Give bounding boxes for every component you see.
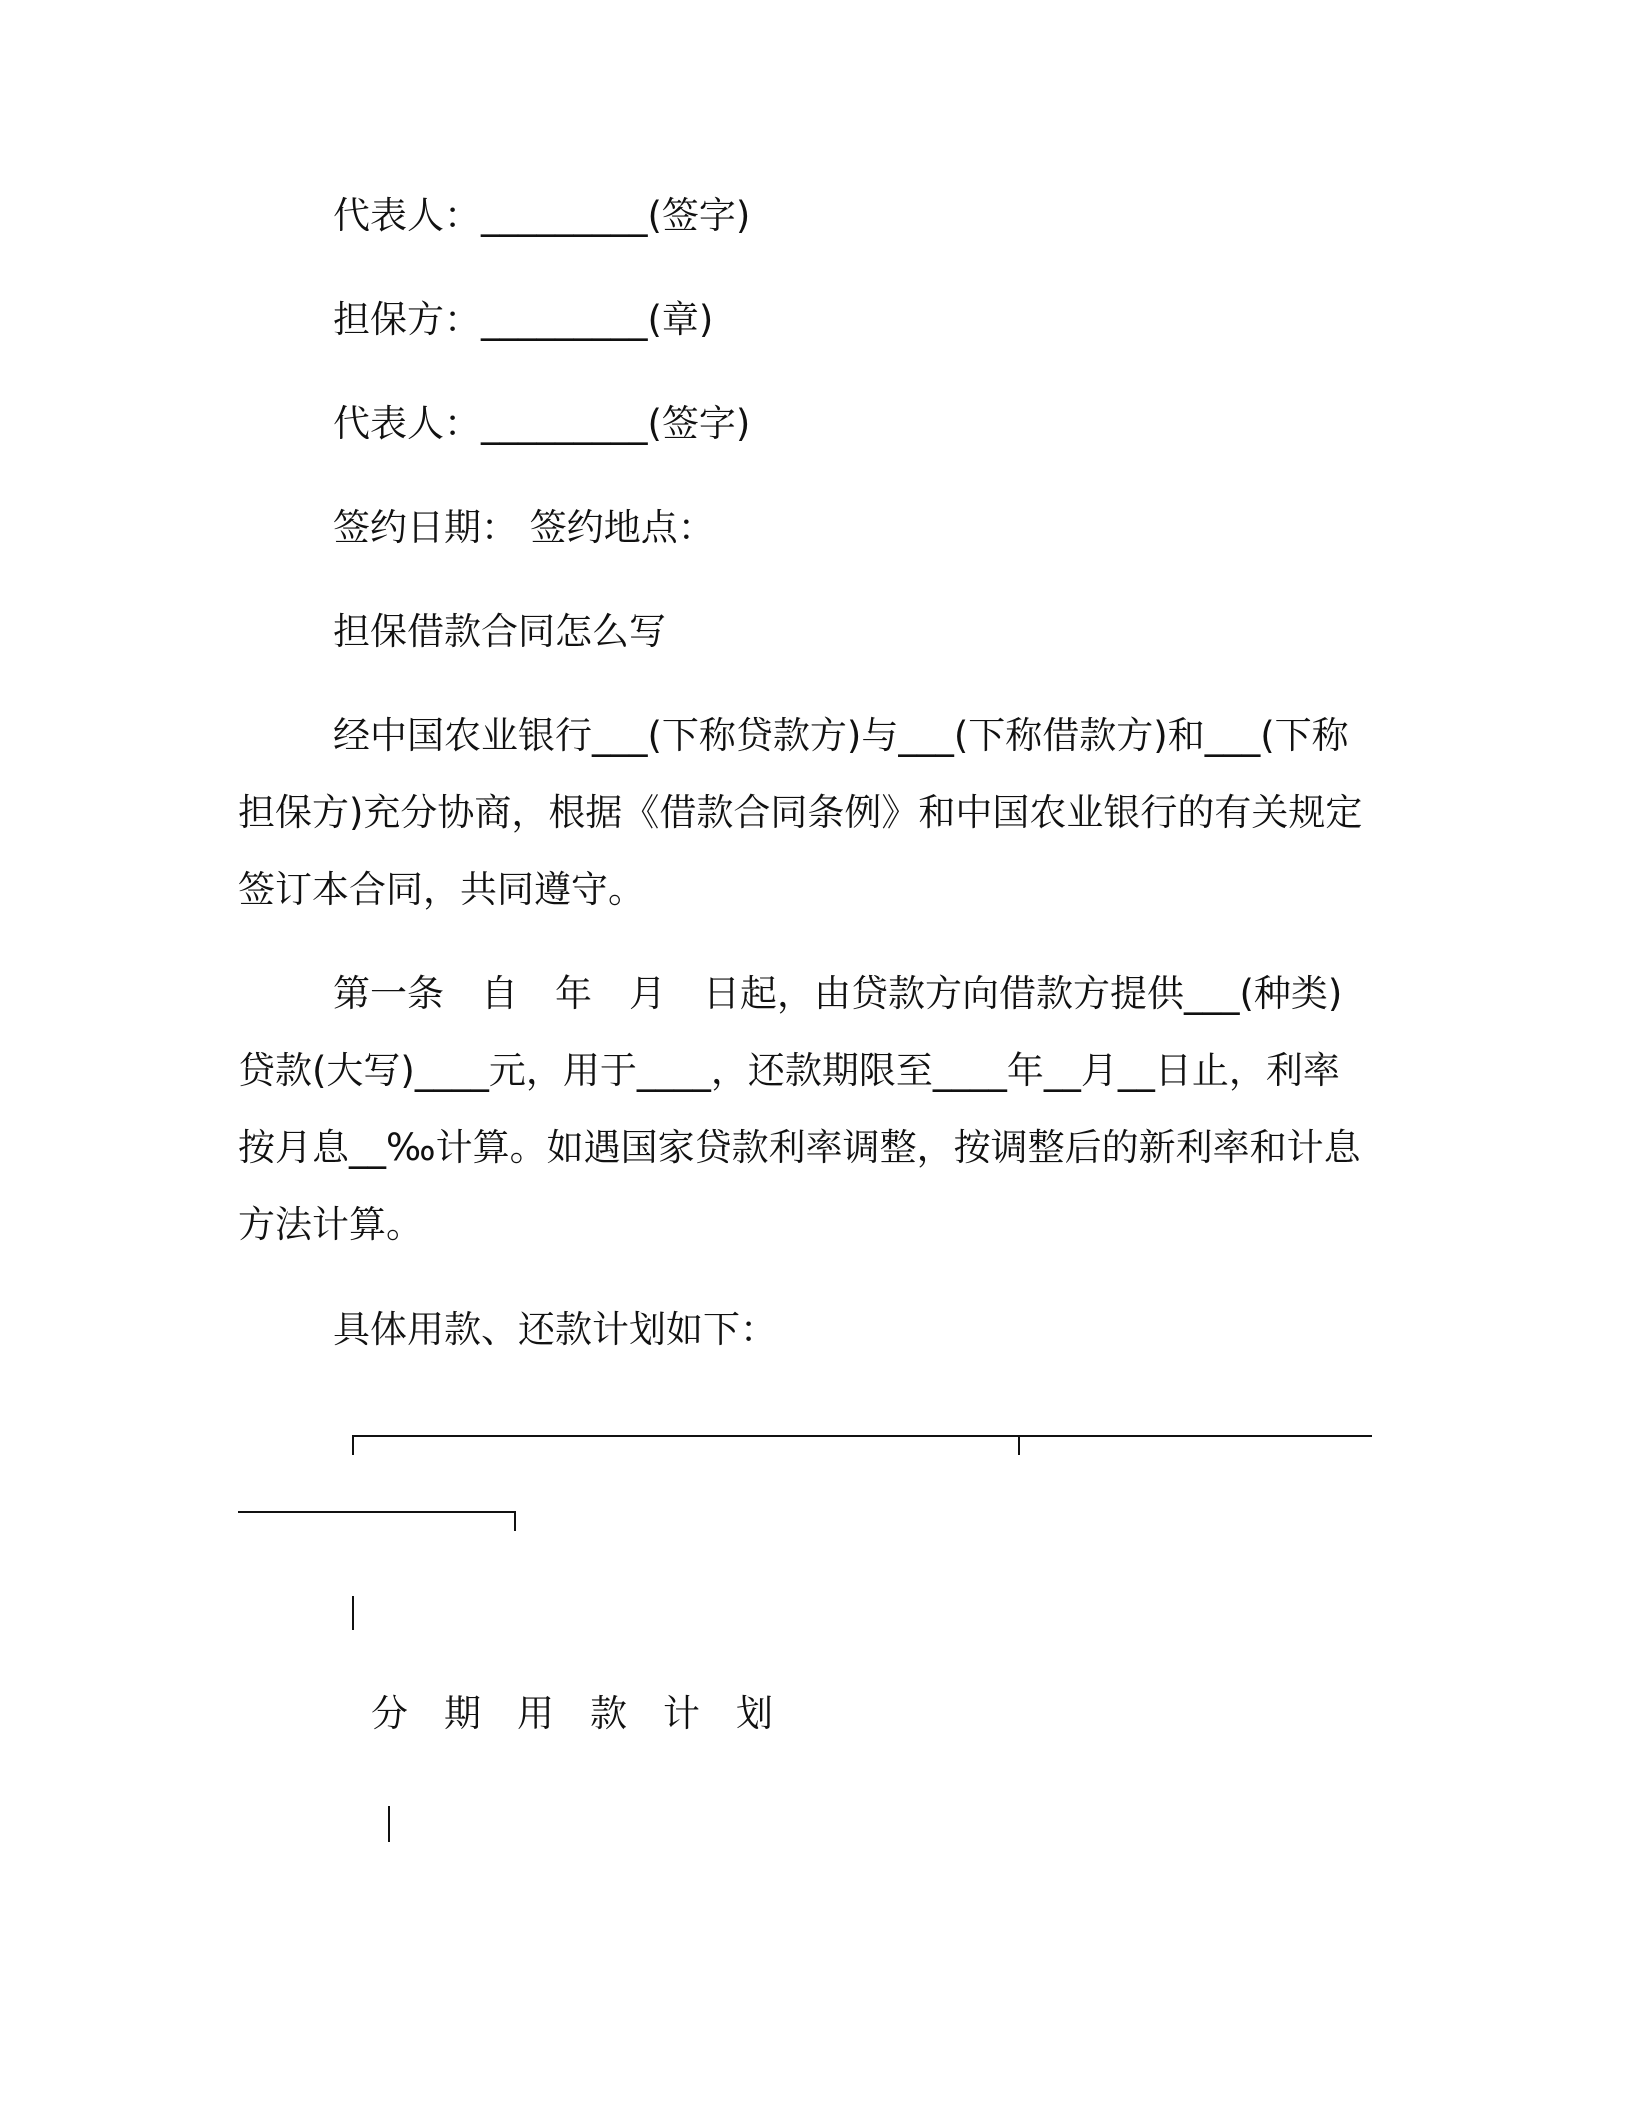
article-1-line-2: 贷款(大写)____元，用于____，还款期限至____年__月__日止，利率	[238, 1049, 1340, 1092]
repayment-plan-intro: 具体用款、还款计划如下：	[333, 1308, 777, 1351]
installment-plan-label: 分期用款计划	[371, 1692, 809, 1735]
intro-paragraph-line-2: 担保方)充分协商，根据《借款合同条例》和中国农业银行的有关规定	[238, 791, 1363, 834]
table-second-rule-tick	[514, 1511, 516, 1531]
table-left-corner-tick	[352, 1435, 354, 1455]
document-heading: 担保借款合同怎么写	[333, 610, 666, 653]
intro-paragraph-line-3: 签订本合同，共同遵守。	[238, 868, 645, 911]
signing-date-place-line: 签约日期： 签约地点：	[333, 506, 715, 549]
table-second-rule	[238, 1511, 516, 1513]
table-left-border-segment	[352, 1596, 354, 1630]
article-1-line-3: 按月息__‰计算。如遇国家贷款利率调整，按调整后的新利率和计息	[238, 1126, 1361, 1169]
article-1-line-1: 第一条 自 年 月 日起，由贷款方向借款方提供___(种类)	[333, 972, 1343, 1015]
representative-signature-line-1: 代表人：_________(签字)	[333, 194, 751, 237]
table-inner-border-segment	[388, 1806, 390, 1842]
guarantor-seal-line: 担保方：_________(章)	[333, 298, 714, 341]
article-1-line-4: 方法计算。	[238, 1203, 423, 1246]
representative-signature-line-2: 代表人：_________(签字)	[333, 402, 751, 445]
table-column-divider-tick	[1018, 1435, 1020, 1455]
intro-paragraph-line-1: 经中国农业银行___(下称贷款方)与___(下称借款方)和___(下称	[333, 714, 1349, 757]
table-top-rule	[352, 1435, 1372, 1437]
